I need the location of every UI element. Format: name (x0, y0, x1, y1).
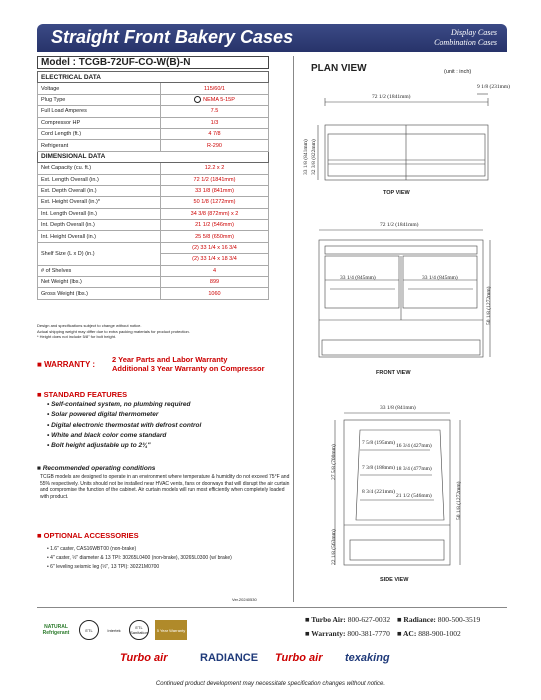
table-row: Int. Height Overall (in.) 25 5/8 (650mm) (38, 231, 269, 242)
list-item: • Bolt height adjustable up to 2¾" (47, 442, 151, 450)
list-item: • White and black color come standard (47, 431, 167, 439)
version-label: Ver.20240530 (232, 597, 257, 602)
table-row: Net Capacity (cu. ft.) 12.2 x 2 (38, 163, 269, 174)
front-width-dim: 72 1/2 (1841mm) (380, 222, 419, 228)
contact-ac: ■ AC: 888-900-1002 (397, 629, 461, 638)
electrical-title: ELECTRICAL DATA (38, 72, 269, 83)
table-row: # of Shelves 4 (38, 265, 269, 276)
natural-refrigerant-logo: NATURAL Refrigerant (42, 624, 70, 636)
intertek-logo: Intertek (107, 627, 121, 633)
side-view-label: SIDE VIEW (380, 577, 409, 583)
standard-features-title: ■ STANDARD FEATURES (37, 390, 128, 399)
list-item: • Solar powered digital thermometer (47, 411, 159, 419)
side-s2-dim: 18 3/4 (477mm) (396, 466, 432, 472)
bullet-icon: ■ (37, 531, 44, 540)
side-width-dim: 33 1/8 (841mm) (380, 405, 416, 411)
model-label: Model : TCGB-72UF-CO-W(B)-N (37, 56, 269, 69)
warranty-badge: 5 Year Warranty (155, 620, 187, 640)
category-2: Combination Cases (434, 38, 497, 47)
front-shelf-left-dim: 33 1/4 (845mm) (340, 275, 376, 281)
etl-logo: ETL (79, 620, 99, 640)
side-height-dim: 50 1/8 (1272mm) (456, 481, 462, 520)
list-item: • Self-contained system, no plumbing required (47, 401, 191, 408)
contact-turbo-air: ■ Turbo Air: 800-627-0032 (305, 615, 391, 624)
top-view-drawing (318, 94, 488, 180)
turbo-air-logo: Turbo air (120, 652, 168, 664)
top-width-dim: 72 1/2 (1841mm) (372, 94, 411, 100)
radiance-logo: RADIANCE (200, 652, 259, 664)
list-item: • 6" leveling seismic leg (½", 13 TPI): 30221M0700 (47, 564, 160, 570)
table-row: Int. Depth Overall (in.) 21 1/2 (546mm) (38, 220, 269, 231)
side-s1-dim: 16 3/4 (427mm) (396, 443, 432, 449)
category-1: Display Cases (451, 28, 497, 37)
side-d1-dim: 7 5/8 (195mm) (362, 440, 395, 446)
list-item: • 4" caster, ½" diameter & 13 TPI: 30265L0400 (non-brake), 30265L0300 (w/ brake) (47, 555, 232, 561)
contact-radiance: ■ Radiance: 800-500-3519 (397, 615, 481, 624)
table-row: (2) 33 1/4 x 18 3/4 (38, 254, 269, 265)
etl-sanitation-logo: ETL Sanitation (129, 620, 149, 640)
front-view-label: FRONT VIEW (376, 370, 411, 376)
page-title: Straight Front Bakery Cases (51, 27, 294, 47)
table-row: Refrigerant R-290 (38, 140, 269, 151)
top-view-label: TOP VIEW (383, 190, 410, 196)
spec-notes: Design and specifications subject to change without notice. Actual shipping weight may differ due to extra packing materials for product protection. * Height does not include 5/8" for bolt height. (37, 323, 190, 339)
texaking-logo: texaking (345, 652, 390, 664)
table-row: Shelf Size (L x D) (in.) (2) 33 1/4 x 16 3/4 (38, 242, 269, 253)
list-item: • Digital electronic thermostat with defrost control (47, 421, 202, 429)
table-row: Gross Weight (lbs.) 1060 (38, 288, 269, 299)
table-row: Net Weight (lbs.) 899 (38, 277, 269, 288)
recommended-body: TCGB models are designed to operate in an environment where temperature & humidity do not exceed 75°F and 55% respectively. Units should not be installed near HVAC vents, fans or doorways that will disrupt the air curtain and compromise the function of the cabinet. Air curtain models will run most efficiently when completely loaded with product. (40, 474, 290, 500)
side-upper-dim: 27 5/8 (700mm) (331, 444, 337, 480)
top-offset-dim: 9 1/8 (231mm) (477, 84, 510, 90)
side-s3-dim: 21 1/2 (546mm) (396, 493, 432, 499)
side-view-drawing (335, 413, 460, 565)
side-d2-dim: 7 3/8 (188mm) (362, 465, 395, 471)
table-row: Ext. Height Overall (in.)* 50 1/8 (1272mm) (38, 197, 269, 208)
side-d3-dim: 8 3/4 (221mm) (362, 489, 395, 495)
front-view-drawing (319, 230, 490, 357)
list-item: • 1.6" caster, CAS16WBT00 (non-brake) (47, 546, 137, 552)
bullet-icon: ■ (37, 390, 44, 399)
front-shelf-right-dim: 33 1/4 (845mm) (422, 275, 458, 281)
table-row: Voltage 115/60/1 (38, 83, 269, 94)
plan-view-title: PLAN VIEW (311, 63, 367, 74)
table-row: Int. Length Overall (in.) 34 3/8 (872mm) x 2 (38, 208, 269, 219)
table-row: Ext. Depth Overall (in.) 33 1/8 (841mm) (38, 185, 269, 196)
contact-warranty: ■ Warranty: 800-381-7770 (305, 629, 390, 638)
side-lower-dim: 22 1/8 (563mm) (331, 529, 337, 565)
optional-accessories-title: ■ OPTIONAL ACCESSORIES (37, 531, 139, 540)
table-row: Compressor HP 1/3 (38, 117, 269, 128)
turbo-air-logo-2: Turbo air (275, 652, 323, 664)
table-row: Full Load Amperes 7.5 (38, 106, 269, 117)
top-inner-depth-dim: 32 3/8 (822mm) (311, 139, 317, 175)
unit-label: (unit : inch) (444, 69, 472, 75)
table-row: Cord Length (ft.) 4 7/8 (38, 128, 269, 139)
top-depth-dim: 33 1/8 (841mm) (303, 139, 309, 175)
dimensional-title: DIMENSIONAL DATA (38, 151, 269, 162)
front-height-dim: 50 1/8 (1272mm) (486, 286, 492, 325)
table-row: Plug Type NEMA 5-15P (38, 94, 269, 105)
bullet-icon: ■ (37, 360, 45, 369)
footer-disclaimer: Continued product development may necessitate specification changes without notice. (155, 681, 386, 687)
bullet-icon: ■ (37, 465, 43, 472)
recommended-title: ■ Recommended operating conditions (37, 465, 156, 472)
table-row: Ext. Length Overall (in.) 72 1/2 (1841mm) (38, 174, 269, 185)
